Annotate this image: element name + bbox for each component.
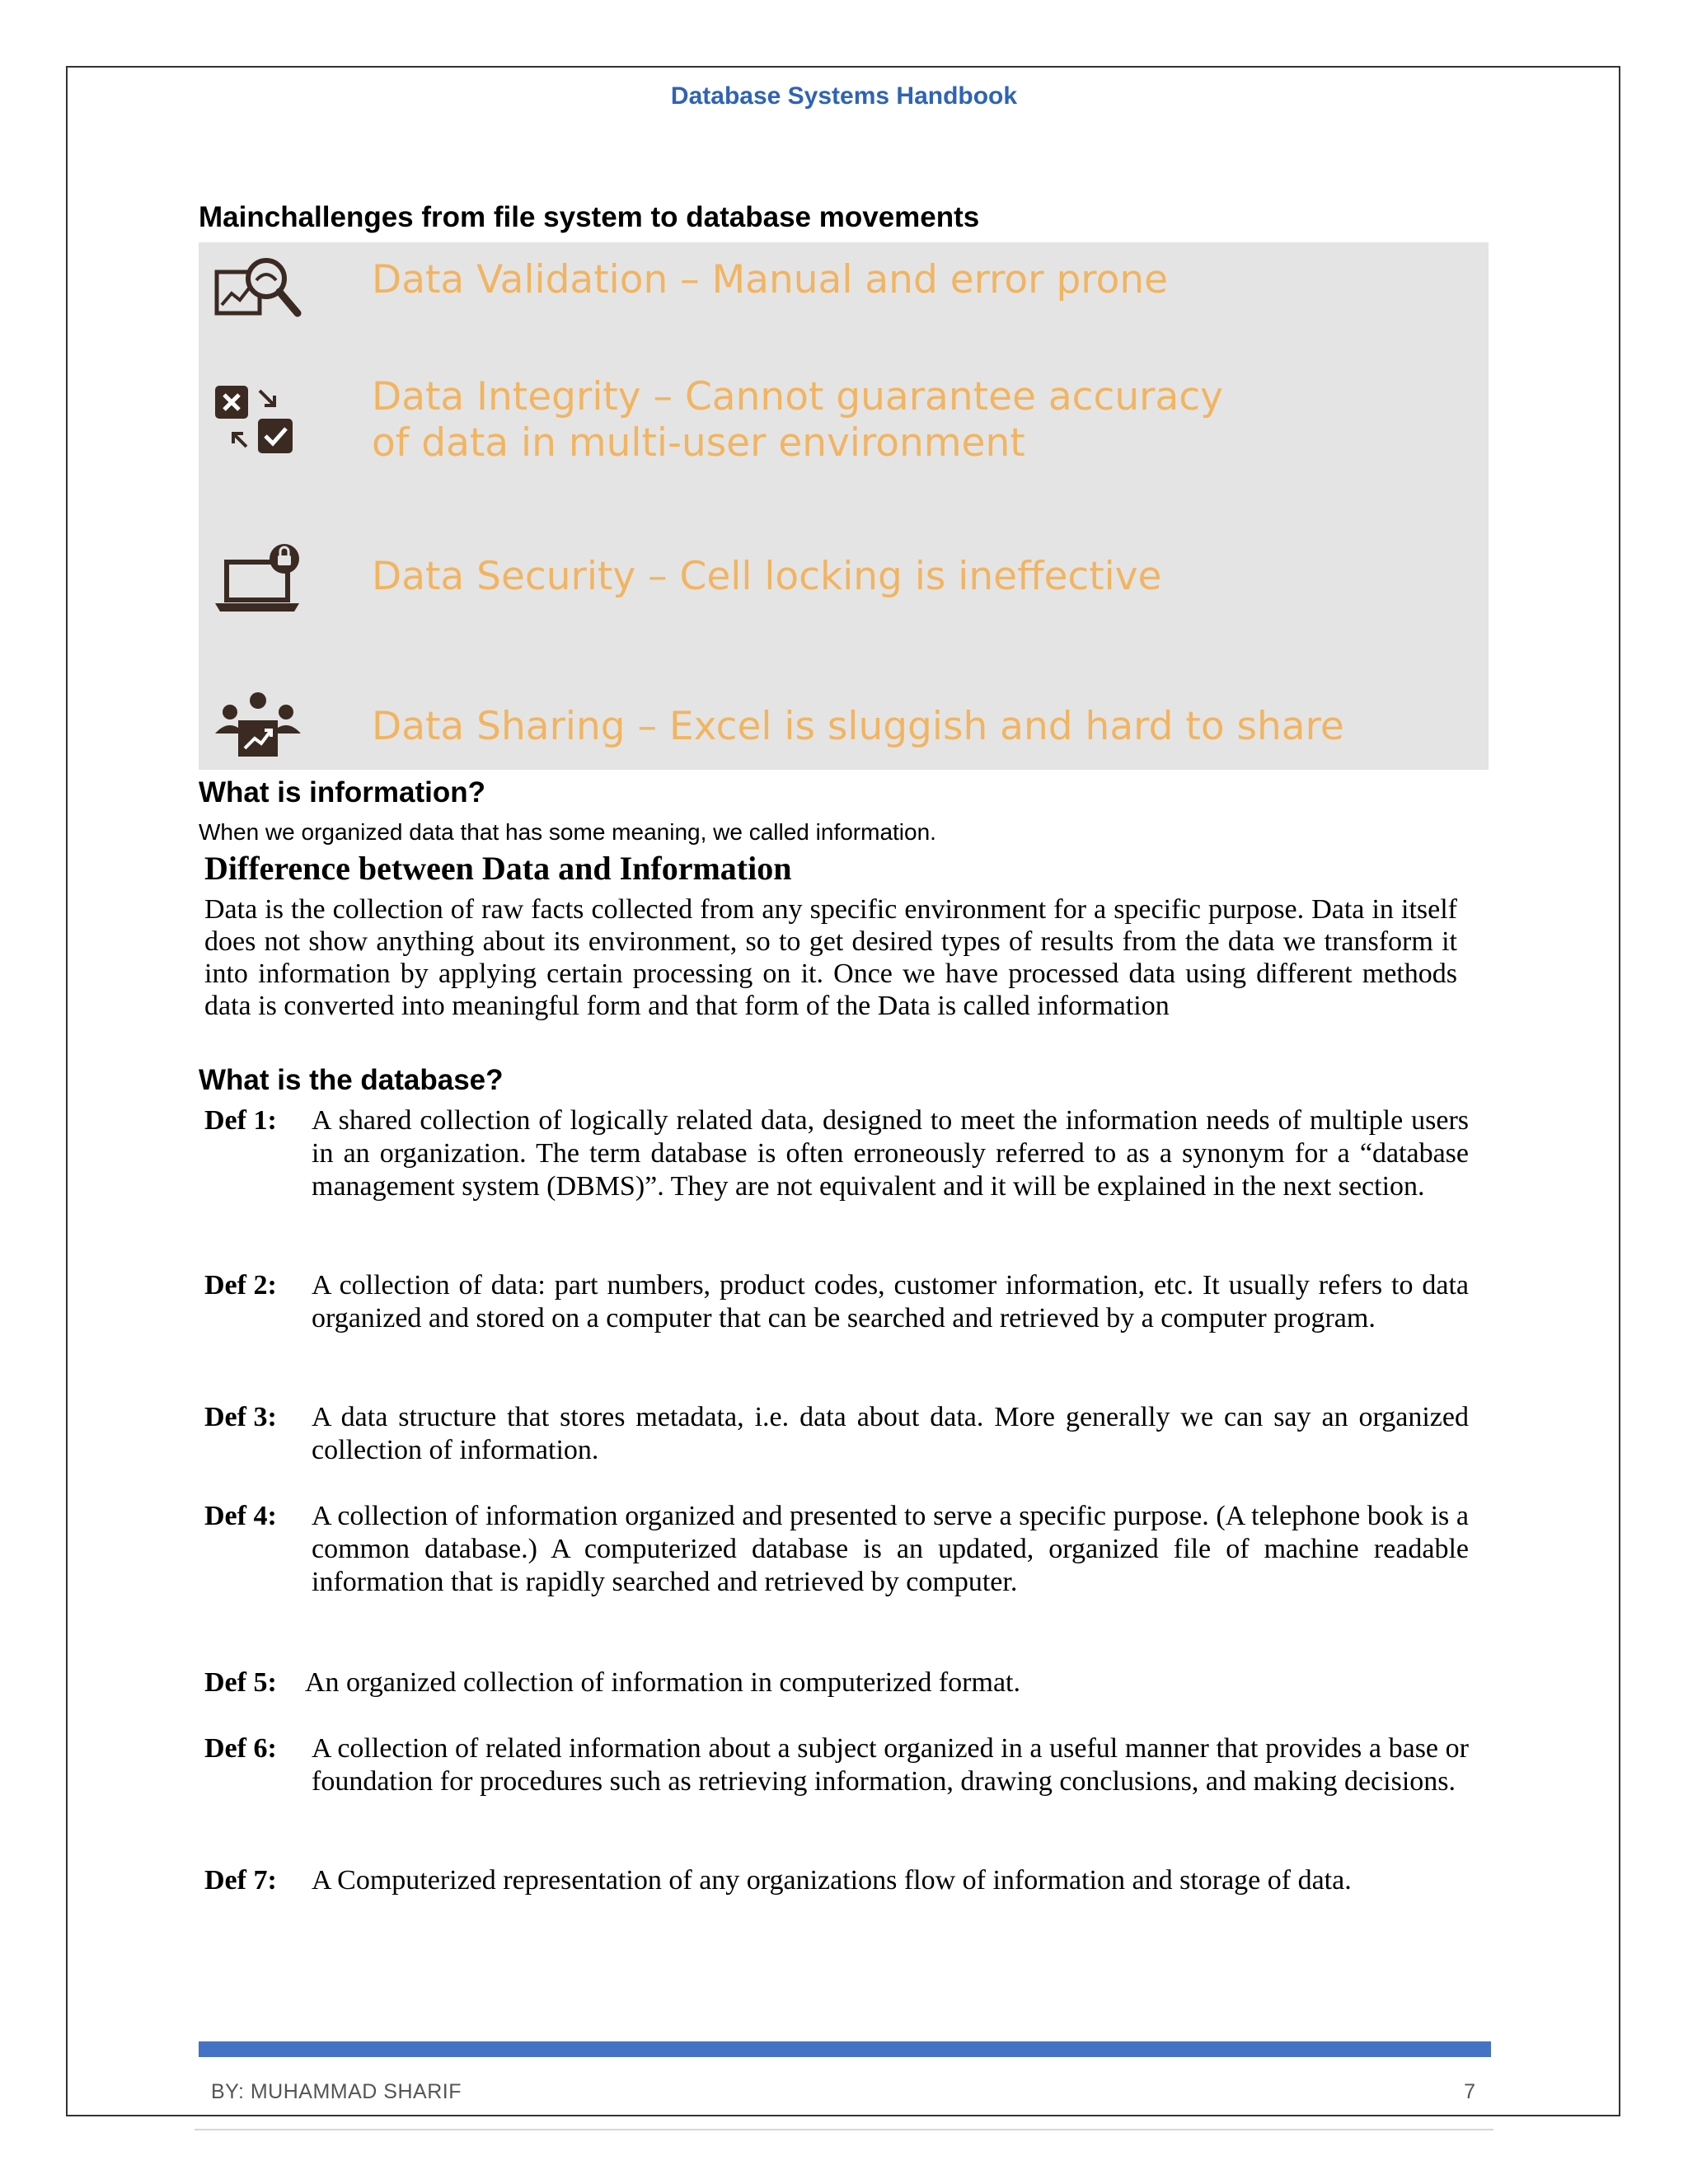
cross-check-arrows-icon — [212, 381, 304, 460]
definition-1 — [204, 1104, 1469, 1203]
information-text: When we organized data that has some meaning, we called information. — [199, 819, 936, 845]
definition-text: A collection of related information about a subject organized in a useful manner that provides a base or foundation for procedures such as retrieving information, drawing conclusions, and making decisions. — [312, 1733, 1469, 1797]
definition-2 — [204, 1269, 1469, 1335]
definition-label: Def 2: — [204, 1270, 277, 1301]
information-heading: What is information? — [199, 776, 486, 808]
definition-text: An organized collection of information in computerized format. — [305, 1667, 1020, 1698]
definition-label: Def 1: — [204, 1105, 277, 1136]
definition-6 — [204, 1732, 1469, 1798]
definition-text: A data structure that stores metadata, i.e. data about data. More generally we can say an organized collection of information. — [312, 1402, 1469, 1465]
running-header-title: Database Systems Handbook — [670, 82, 1018, 110]
definition-3 — [204, 1401, 1469, 1467]
database-heading: What is the database? — [199, 1064, 504, 1096]
definition-label: Def 4: — [204, 1501, 277, 1531]
challenge-text-sharing: Data Sharing – Excel is sluggish and hard to share — [372, 704, 1344, 749]
challenge-text-security: Data Security – Cell locking is ineffective — [372, 554, 1162, 599]
footer-page-number: 7 — [1464, 2080, 1475, 2103]
definition-4 — [204, 1500, 1469, 1599]
definition-label: Def 3: — [204, 1402, 277, 1432]
difference-paragraph: Data is the collection of raw facts collected from any specific environment for a specific purpose. Data in itself does not show anything about its environment, so to get desired types of results from the data we transform it into information by applying certain processing on it. Once we have processed data using different methods data is converted into meaningful form and that form of the Data is called information — [204, 894, 1457, 1021]
footer-author: BY: MUHAMMAD SHARIF — [211, 2080, 462, 2103]
footer-accent-bar — [199, 2041, 1491, 2057]
challenge-text-integrity-line2: of data in multi-user environment — [372, 420, 1025, 466]
magnifier-chart-icon — [212, 251, 304, 330]
definition-text: A collection of information organized and presented to serve a specific purpose. (A telephone book is a common database.) A computerized database is an updated, organized file of machine readable information that is rapidly searched and retrieved by computer. — [312, 1501, 1469, 1597]
challenge-text-integrity-line1: Data Integrity – Cannot guarantee accuracy — [372, 374, 1223, 419]
definition-7 — [204, 1864, 1469, 1897]
challenges-infographic — [199, 242, 1489, 770]
definition-label: Def 6: — [204, 1733, 277, 1764]
challenges-heading: Mainchallenges from file system to database movements — [199, 201, 980, 233]
definition-label: Def 5: — [204, 1667, 277, 1698]
difference-heading: Difference between Data and Information — [204, 850, 792, 887]
definition-text: A collection of data: part numbers, product codes, customer information, etc. It usually refers to data organized and stored on a computer that can be searched and retrieved by a computer program. — [312, 1270, 1469, 1333]
definition-5 — [204, 1666, 1469, 1699]
challenge-text-validation: Data Validation – Manual and error prone — [372, 257, 1169, 302]
definition-text: A Computerized representation of any organizations flow of information and storage of data. — [312, 1865, 1352, 1896]
laptop-lock-icon — [212, 537, 304, 616]
definition-label: Def 7: — [204, 1865, 277, 1896]
footer-divider — [195, 2129, 1493, 2130]
definition-text: A shared collection of logically related data, designed to meet the information needs of multiple users in an organization. The term database is often erroneously referred to as a synonym for a “database management system (DBMS)”. They are not equivalent and it will be explained in the next section. — [312, 1105, 1469, 1202]
team-presentation-icon — [212, 687, 304, 766]
